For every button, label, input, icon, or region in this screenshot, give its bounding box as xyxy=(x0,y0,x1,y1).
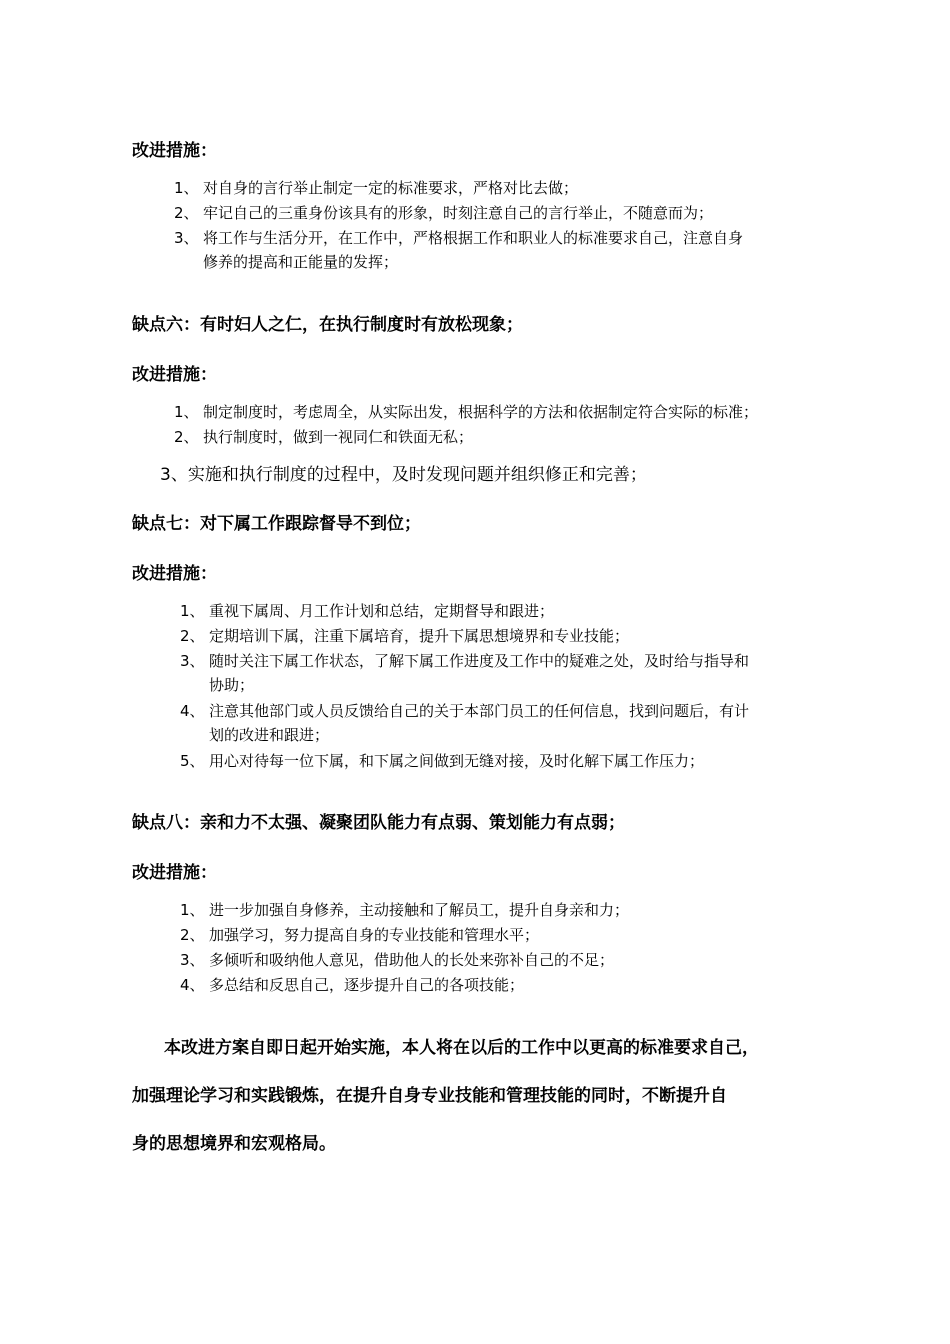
item-text: 随时关注下属工作状态，了解下属工作进度及工作中的疑难之处，及时给与指导和 xyxy=(209,652,750,670)
flaw-heading: 缺点八：亲和力不太强、凝聚团队能力有点弱、策划能力有点弱； xyxy=(132,813,625,833)
list-item xyxy=(174,176,578,200)
item-number: 3、 xyxy=(180,951,205,969)
item-number: 5、 xyxy=(180,752,205,770)
item-text: 牢记自己的三重身份该具有的形象，时刻注意自己的言行举止，不随意而为； xyxy=(203,204,714,222)
item-number: 2、 xyxy=(180,926,205,944)
list-item xyxy=(180,699,749,747)
list-item xyxy=(180,948,614,972)
item-text-continued: 划的改进和跟进； xyxy=(209,726,330,744)
list-item xyxy=(180,973,524,997)
list-item xyxy=(174,201,713,225)
conclusion-line: 本改进方案自即日起开始实施，本人将在以后的工作中以更高的标准要求自己， xyxy=(164,1038,759,1058)
list-item xyxy=(174,226,743,274)
improvement-heading: 改进措施： xyxy=(132,863,217,883)
improvement-heading: 改进措施： xyxy=(132,365,217,385)
list-item: 3、实施和执行制度的过程中，及时发现问题并组织修正和完善； xyxy=(160,465,647,485)
list-item xyxy=(180,624,629,648)
item-text: 将工作与生活分开，在工作中，严格根据工作和职业人的标准要求自己，注意自身 xyxy=(203,229,744,247)
conclusion-line: 身的思想境界和宏观格局。 xyxy=(132,1134,336,1154)
item-text: 注意其他部门或人员反馈给自己的关于本部门员工的任何信息，找到问题后，有计 xyxy=(209,702,750,720)
list-item xyxy=(180,599,554,623)
item-number: 4、 xyxy=(180,976,205,994)
item-text: 制定制度时，考虑周全，从实际出发，根据科学的方法和依据制定符合实际的标准； xyxy=(203,403,759,421)
item-text: 对自身的言行举止制定一定的标准要求，严格对比去做； xyxy=(203,179,579,197)
list-item xyxy=(174,400,758,424)
item-text-continued: 修养的提高和正能量的发挥； xyxy=(203,253,399,271)
conclusion-line: 加强理论学习和实践锻炼，在提升自身专业技能和管理技能的同时，不断提升自 xyxy=(132,1086,727,1106)
item-number: 3、 xyxy=(180,652,205,670)
list-item xyxy=(180,898,629,922)
item-text: 定期培训下属，注重下属培育，提升下属思想境界和专业技能； xyxy=(209,627,630,645)
item-number: 1、 xyxy=(180,901,205,919)
item-text: 执行制度时，做到一视同仁和铁面无私； xyxy=(203,428,474,446)
item-number: 2、 xyxy=(174,204,199,222)
item-number: 3、 xyxy=(174,229,199,247)
item-text: 加强学习，努力提高自身的专业技能和管理水平； xyxy=(209,926,540,944)
item-text-continued: 协助； xyxy=(209,676,255,694)
item-number: 1、 xyxy=(174,179,199,197)
list-item xyxy=(180,923,539,947)
item-text: 重视下属周、月工作计划和总结，定期督导和跟进； xyxy=(209,602,555,620)
item-text: 多总结和反思自己，逐步提升自己的各项技能； xyxy=(209,976,525,994)
item-number: 4、 xyxy=(180,702,205,720)
improvement-heading: 改进措施： xyxy=(132,141,217,161)
item-number: 2、 xyxy=(174,428,199,446)
list-item xyxy=(180,749,704,773)
item-number: 2、 xyxy=(180,627,205,645)
item-text: 多倾听和吸纳他人意见，借助他人的长处来弥补自己的不足； xyxy=(209,951,615,969)
list-item xyxy=(180,649,749,697)
flaw-heading: 缺点七：对下属工作跟踪督导不到位； xyxy=(132,514,421,534)
improvement-heading: 改进措施： xyxy=(132,564,217,584)
item-number: 1、 xyxy=(180,602,205,620)
list-item xyxy=(174,425,473,449)
item-number: 1、 xyxy=(174,403,199,421)
item-text: 进一步加强自身修养，主动接触和了解员工，提升自身亲和力； xyxy=(209,901,630,919)
flaw-heading: 缺点六：有时妇人之仁，在执行制度时有放松现象； xyxy=(132,315,523,335)
item-text: 用心对待每一位下属，和下属之间做到无缝对接，及时化解下属工作压力； xyxy=(209,752,705,770)
